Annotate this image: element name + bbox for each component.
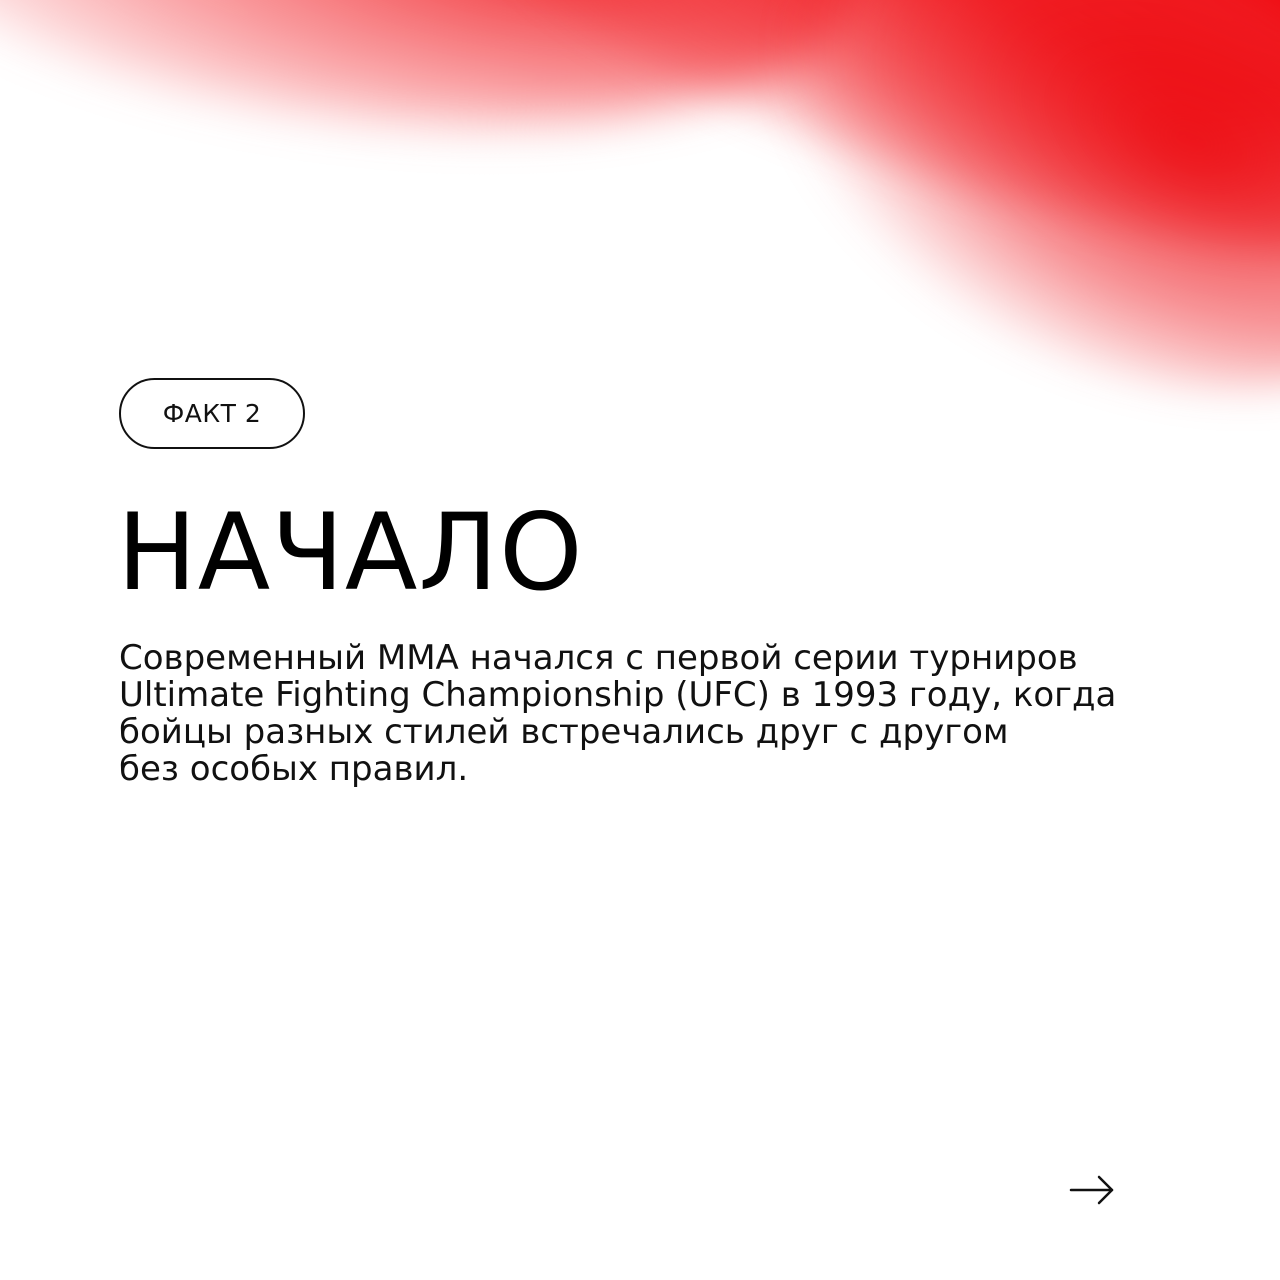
page-title: НАЧАЛО <box>117 491 584 614</box>
body-line: Ultimate Fighting Championship (UFC) в 1993 году, когда <box>119 675 1117 715</box>
gradient-blob <box>705 0 1280 484</box>
gradient-blob <box>0 0 877 171</box>
arrow-right-icon[interactable] <box>1068 1172 1116 1208</box>
fact-badge-label: ФАКТ 2 <box>162 399 262 428</box>
gradient-blob <box>380 0 1280 368</box>
body-line: без особых правил. <box>119 749 469 789</box>
arrow-right-icon-svg <box>1068 1172 1116 1208</box>
body-line: бойцы разных стилей встречались друг с другом <box>119 712 1009 752</box>
fact-badge <box>119 378 305 449</box>
body-text <box>119 640 1219 788</box>
body-line: Современный ММА начался с первой серии турниров <box>119 638 1078 678</box>
